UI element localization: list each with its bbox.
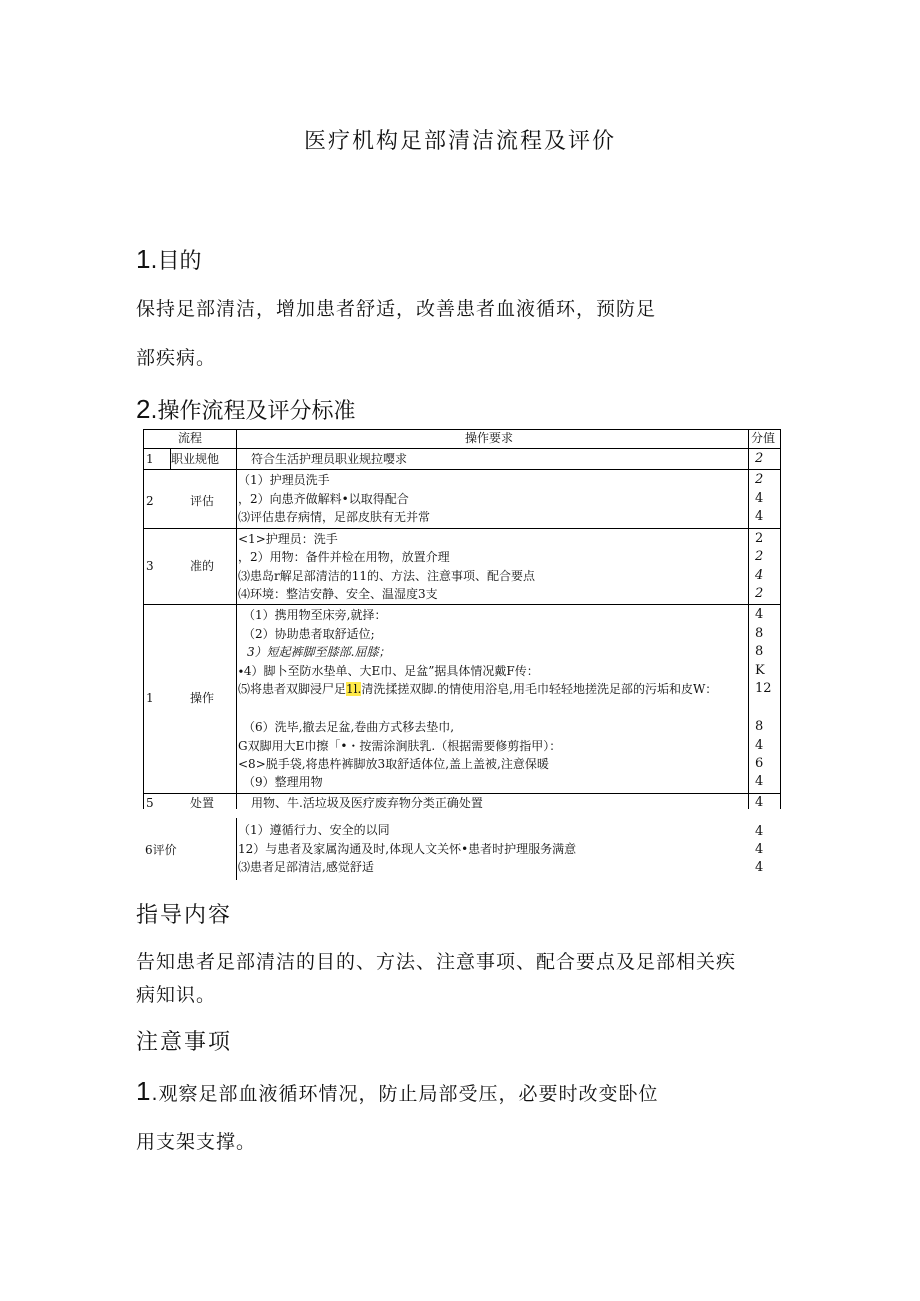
row-score: 8 <box>755 644 764 659</box>
row-item: 符合生活护理员职业规拉嘤求 <box>251 452 408 466</box>
row-score: 4 <box>755 568 764 583</box>
row-process-name: 处置 <box>190 796 215 810</box>
row-number: 5 <box>146 796 154 810</box>
row-item: （1）遵循行力、安全的以同 <box>238 823 390 837</box>
table-rule <box>143 528 781 529</box>
row-item: ，2）用物：备件并检在用物，放置介理 <box>238 550 450 564</box>
row-item: <8>脱手袋,将患杵裤脚放3取舒适体位,盖上盖被,注意保暖 <box>238 757 549 771</box>
row-process-name: 准的 <box>190 559 215 573</box>
table-border-left <box>143 429 144 809</box>
page-title: 医疗机构足部清洁流程及评价 <box>303 129 616 154</box>
table-col-rule <box>236 429 237 809</box>
row-item: 用物、牛.活垃圾及医疗废弃物分类正确处置 <box>251 796 483 810</box>
guide-heading: 指导内容 <box>136 903 233 928</box>
row-score: 2 <box>755 549 764 564</box>
purpose-line-1: 保持足部清洁，增加患者舒适，改善患者血液循环，预防足 <box>136 298 657 320</box>
row-score: 4 <box>755 860 764 875</box>
row-score: K <box>755 663 765 678</box>
row-number: 1 <box>146 691 154 705</box>
row-item: ⑷环境：整洁安静、安全、温湿度3支 <box>238 587 438 601</box>
row-item: ⑶患岛r解足部清洁的11的、方法、注意事项、配合要点 <box>238 569 536 583</box>
row-score: 2 <box>755 531 764 546</box>
row-number: 3 <box>146 559 154 573</box>
row-item: ⑶评估患存病情，足部皮肤有无并常 <box>238 510 431 524</box>
row-item: （1）护理员洗手 <box>238 473 330 487</box>
row-score: 4 <box>755 738 764 753</box>
row-item: G双脚用大E巾擦「•・按需涂涧肤乳.（根据需要修剪指甲）： <box>238 739 562 753</box>
row-score: 4 <box>755 824 764 839</box>
purpose-line-2: 部疾病。 <box>136 347 217 369</box>
row-number: 2 <box>146 494 154 508</box>
row-item: （2）协助患者取舒适位; <box>243 627 375 641</box>
row-score: 8 <box>755 719 764 734</box>
row-item: （6）洗毕,撤去足盆,卷曲方式移去垫巾, <box>243 720 455 734</box>
row-item: 12）与患者及家属沟通及时,体现人文关怀•患者时护理服务满意 <box>238 842 577 856</box>
row-score: 2 <box>755 451 764 466</box>
note-1-number: 1 <box>136 1076 152 1106</box>
header-requirement: 操作要求 <box>465 431 514 445</box>
guide-line-2: 病知识。 <box>136 984 217 1006</box>
highlighted-text: 1l. <box>346 682 362 696</box>
table-rule <box>143 604 781 605</box>
row-score: 2 <box>755 586 764 601</box>
row-process-name: 职业规他 <box>171 452 220 466</box>
section1-heading <box>136 244 201 275</box>
row-process-name: 评估 <box>190 494 215 508</box>
note-1 <box>136 1076 659 1107</box>
note-1-line-2: 用支架支撑。 <box>136 1131 257 1153</box>
row-score: 6 <box>755 756 764 771</box>
row-score: 4 <box>755 491 764 506</box>
table-border-top <box>143 429 781 430</box>
header-score: 分值 <box>751 431 776 445</box>
section2-number: 2 <box>136 394 151 424</box>
row-item: （9）整理用物 <box>243 775 323 789</box>
notes-heading: 注意事项 <box>136 1030 233 1055</box>
row-item-part: ⑸将患者双脚浸尸足 <box>238 682 347 696</box>
row-number: 6评价 <box>145 843 177 857</box>
table-rule <box>143 448 781 449</box>
row-score: 4 <box>755 607 764 622</box>
section2-heading <box>136 394 355 425</box>
row-item: <1>护理员：洗手 <box>238 532 338 546</box>
section2-text: .操作流程及评分标准 <box>150 399 356 424</box>
row-score: 4 <box>755 774 764 789</box>
scoring-table <box>143 429 781 809</box>
row-item: 3）短起裤脚至膝部.屈膝； <box>247 645 391 659</box>
section1-number: 1 <box>136 244 151 274</box>
row-process-name: 操作 <box>190 691 215 705</box>
section1-text: .目的 <box>150 249 202 274</box>
table-col-rule <box>236 818 237 880</box>
row-score: 2 <box>755 472 764 487</box>
row-item: （1）携用物至床旁,就择： <box>243 608 387 622</box>
row-score: 4 <box>755 842 764 857</box>
row-number: 1 <box>146 452 154 466</box>
table-rule <box>143 793 781 794</box>
note-1-text: .观察足部血液循环情况，防止局部受压，必要时改变卧位 <box>151 1083 659 1105</box>
table-col-rule <box>748 429 749 809</box>
header-process: 流程 <box>178 431 203 445</box>
row-item-part: 清洗揉搓双脚.的情使用浴皂,用毛巾轻轻地搓洗足部的污垢和皮W： <box>361 682 718 696</box>
table-rule <box>143 469 781 470</box>
row-item: ∙4）脚卜至防水垫单、大E巾、足盆”据具体情况戴F传： <box>238 664 539 678</box>
row-item <box>238 681 717 697</box>
row-score: 4 <box>755 795 764 810</box>
guide-line-1: 告知患者足部清洁的目的、方法、注意事项、配合要点及足部相关疾 <box>136 951 737 973</box>
row-score: 8 <box>755 626 764 641</box>
row-item: ⑶患者足部清洁,感觉舒适 <box>238 860 374 874</box>
row-score: 12 <box>755 681 772 696</box>
evaluation-table <box>143 818 781 880</box>
row-item: ，2）向患齐做解料•以取得配合 <box>238 492 409 506</box>
row-score: 4 <box>755 509 764 524</box>
